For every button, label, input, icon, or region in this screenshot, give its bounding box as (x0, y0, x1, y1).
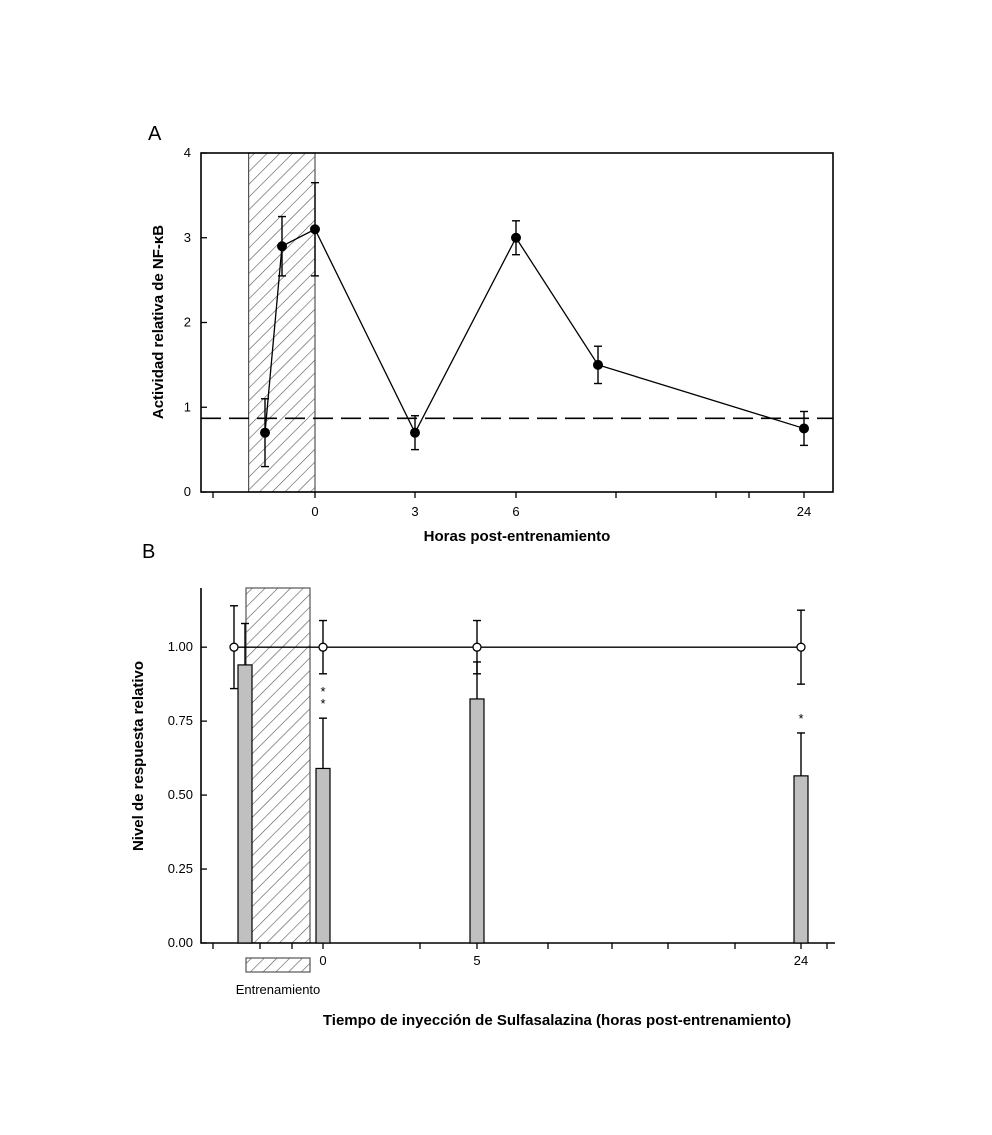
panel-b-x-axis-title: Tiempo de inyección de Sulfasalazina (horas post-entrenamiento) (322, 1012, 792, 1029)
training-period-shading (249, 153, 315, 492)
panel-a-label: A (148, 123, 162, 145)
x-tick-label: 24 (796, 504, 812, 519)
y-tick-label: 0 (183, 484, 191, 499)
panel-a-y-axis (184, 145, 207, 499)
y-tick-label: 0.00 (167, 935, 193, 950)
x-tick-label: 3 (411, 504, 419, 519)
y-tick-label: 0.25 (167, 861, 193, 877)
data-point (310, 224, 320, 234)
panel-a-x-axis (213, 492, 811, 519)
y-tick-label: 1.00 (167, 639, 193, 655)
bar (316, 768, 330, 943)
training-period-shading (246, 588, 310, 943)
panel-a-chart (148, 123, 833, 545)
y-tick-label: 3 (183, 229, 191, 245)
x-tick-label: 0 (311, 504, 319, 519)
bar (238, 665, 252, 943)
y-tick-label: 0.75 (167, 713, 193, 729)
y-tick-label: 0.50 (167, 787, 193, 803)
control-point (473, 643, 481, 651)
control-point (230, 643, 238, 651)
panel-b-control-series (230, 606, 805, 689)
data-point (799, 423, 809, 433)
data-point (260, 428, 270, 438)
series-line (265, 229, 804, 432)
x-tick-label: 6 (512, 504, 520, 519)
y-tick-label: 2 (183, 314, 191, 330)
y-tick-label: 4 (183, 145, 191, 160)
significance-annotation (798, 711, 803, 726)
bar (794, 776, 808, 943)
x-tick-label: 5 (473, 953, 481, 968)
panel-b-y-axis-title: Nivel de respuesta relativo (130, 660, 147, 852)
control-point (319, 643, 327, 651)
data-point (277, 241, 287, 251)
panel-b-chart (130, 541, 835, 1029)
x-tick-label: 0 (319, 953, 327, 968)
data-point (410, 428, 420, 438)
y-tick-label: 1 (183, 399, 191, 415)
x-tick-label: 24 (793, 953, 809, 968)
data-point (511, 233, 521, 243)
panel-a-y-axis-title: Actividad relativa de NF-κB (150, 224, 167, 420)
significance-star: * (320, 684, 326, 700)
training-legend-label: Entrenamiento (235, 982, 321, 997)
panel-b-label: B (142, 541, 156, 563)
significance-annotation (320, 684, 325, 711)
control-point (797, 643, 805, 651)
data-point (593, 360, 603, 370)
panel-a-series (260, 183, 809, 467)
significance-star: * (798, 710, 804, 726)
training-legend-swatch (246, 958, 310, 972)
bar (470, 699, 484, 943)
significance-star: * (320, 696, 326, 712)
panel-a-x-axis-title: Horas post-entrenamiento (423, 528, 611, 545)
